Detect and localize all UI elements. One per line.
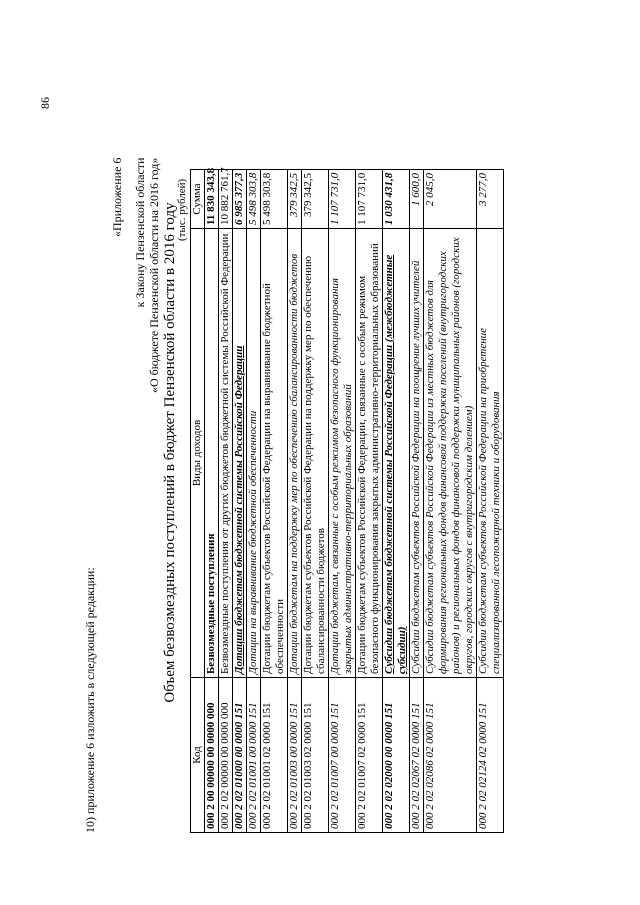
- row-code: 000 2 02 01007 02 0000 151: [356, 678, 383, 833]
- row-amount: 1 107 731,0: [356, 170, 383, 229]
- table-row: [424, 170, 477, 833]
- row-code: 000 2 02 00000 00 0000 000: [219, 678, 233, 833]
- row-code: 000 2 02 01007 00 0000 151: [329, 678, 356, 833]
- row-name: Безвозмездные поступления: [205, 229, 219, 678]
- table-row: [356, 170, 383, 833]
- table-row: [261, 170, 288, 833]
- row-code: 000 2 02 02086 02 0000 151: [424, 678, 477, 833]
- table-row: [247, 170, 261, 833]
- row-code: 000 2 02 01003 00 0000 151: [288, 678, 302, 833]
- table-row: [477, 170, 504, 833]
- table-row: [410, 170, 424, 833]
- row-name: Субсидии бюджетам субъектов Российской Федерации на приобретение специализированной лесопожарной техники и оборудования: [477, 229, 504, 678]
- row-name: Субсидии бюджетам субъектов Российской Федерации на поощрение лучших учителей: [410, 229, 424, 678]
- header-name: Виды доходов: [191, 229, 205, 678]
- row-code: 000 2 02 01003 02 0000 151: [302, 678, 329, 833]
- row-name: Дотации бюджетам субъектов Российской Федерации на выравнивание бюджетной обеспеченности: [261, 229, 288, 678]
- row-name: Субсидии бюджетам субъектов Российской Федерации из местных бюджетов для формирования региональных фондов финансовой поддержки поселений (внутригородских районов) и региональных фондов финансовой поддержки муниципальных районов (городских округов, городских округов с внутригородским делением): [424, 229, 477, 678]
- table-header-row: [191, 170, 205, 833]
- row-code: 000 2 00 00000 00 0000 000: [205, 678, 219, 833]
- annex-law: к Закону Пензенской области: [133, 157, 147, 308]
- row-code: 000 2 02 01001 00 0000 151: [247, 678, 261, 833]
- table-row: [302, 170, 329, 833]
- row-code: 000 2 02 01001 02 0000 151: [261, 678, 288, 833]
- row-amount: 1 600,0: [410, 170, 424, 229]
- row-name: Дотации бюджетам, связанные с особым режимом безопасного функционирования закрытых административно-территориальных образований: [329, 229, 356, 678]
- units-note: (тыс. рублей): [176, 178, 188, 241]
- table-row: [288, 170, 302, 833]
- row-amount: 1 030 431,8: [383, 170, 410, 229]
- row-name: Субсидии бюджетам бюджетной системы Российской Федерации (межбюджетные субсидии): [383, 229, 410, 678]
- row-name: Дотации бюджетам субъектов Российской Федерации на поддержку мер по обеспечению сбалансированности бюджетов: [302, 229, 329, 678]
- table-row: [205, 170, 219, 833]
- header-amount: Сумма: [191, 170, 205, 229]
- row-name: Дотации на выравнивание бюджетной обеспеченности: [247, 229, 261, 678]
- row-name: Дотации бюджетам бюджетной системы Российской Федерации: [233, 229, 247, 678]
- annex-law-title: «О бюджете Пензенской области на 2016 год»: [147, 157, 161, 393]
- header-code: Код: [191, 678, 205, 833]
- row-amount: 379 342,5: [302, 170, 329, 229]
- row-amount: 3 277,0: [477, 170, 504, 229]
- row-name: Дотации бюджетам субъектов Российской Федерации, связанные с особым режимом безопасного функционирования закрытых административно-территориальных образований: [356, 229, 383, 678]
- table-row: [329, 170, 356, 833]
- annex-number: «Приложение 6: [110, 157, 124, 238]
- row-code: 000 2 02 02067 02 0000 151: [410, 678, 424, 833]
- row-name: Безвозмездные поступления от других бюджетов бюджетной системы Российской Федерации: [219, 229, 233, 678]
- row-code: 000 2 02 02000 00 0000 151: [383, 678, 410, 833]
- page-number: 86: [38, 97, 52, 109]
- row-amount: 5 498 303,8: [247, 170, 261, 229]
- row-name: Дотации бюджетам на поддержку мер по обеспечению сбалансированности бюджетов: [288, 229, 302, 678]
- table-row: [383, 170, 410, 833]
- document-title: Объем безвозмездных поступлений в бюджет Пензенской области в 2016 году: [162, 202, 178, 703]
- amendment-intro: 10) приложение 6 изложить в следующей редакции:: [83, 567, 97, 833]
- row-amount: 10 882 761,7: [219, 170, 233, 229]
- revenue-table: [190, 169, 504, 833]
- row-amount: 11 830 343,8: [205, 170, 219, 229]
- table-row: [233, 170, 247, 833]
- row-amount: 6 985 377,3: [233, 170, 247, 229]
- row-code: 000 2 02 02124 02 0000 151: [477, 678, 504, 833]
- row-amount: 1 107 731,0: [329, 170, 356, 229]
- row-code: 000 2 02 01000 00 0000 151: [233, 678, 247, 833]
- row-amount: 2 045,0: [424, 170, 477, 229]
- row-amount: 5 498 303,8: [261, 170, 288, 229]
- table-row: [219, 170, 233, 833]
- annex-header: [110, 158, 161, 393]
- row-amount: 379 342,5: [288, 170, 302, 229]
